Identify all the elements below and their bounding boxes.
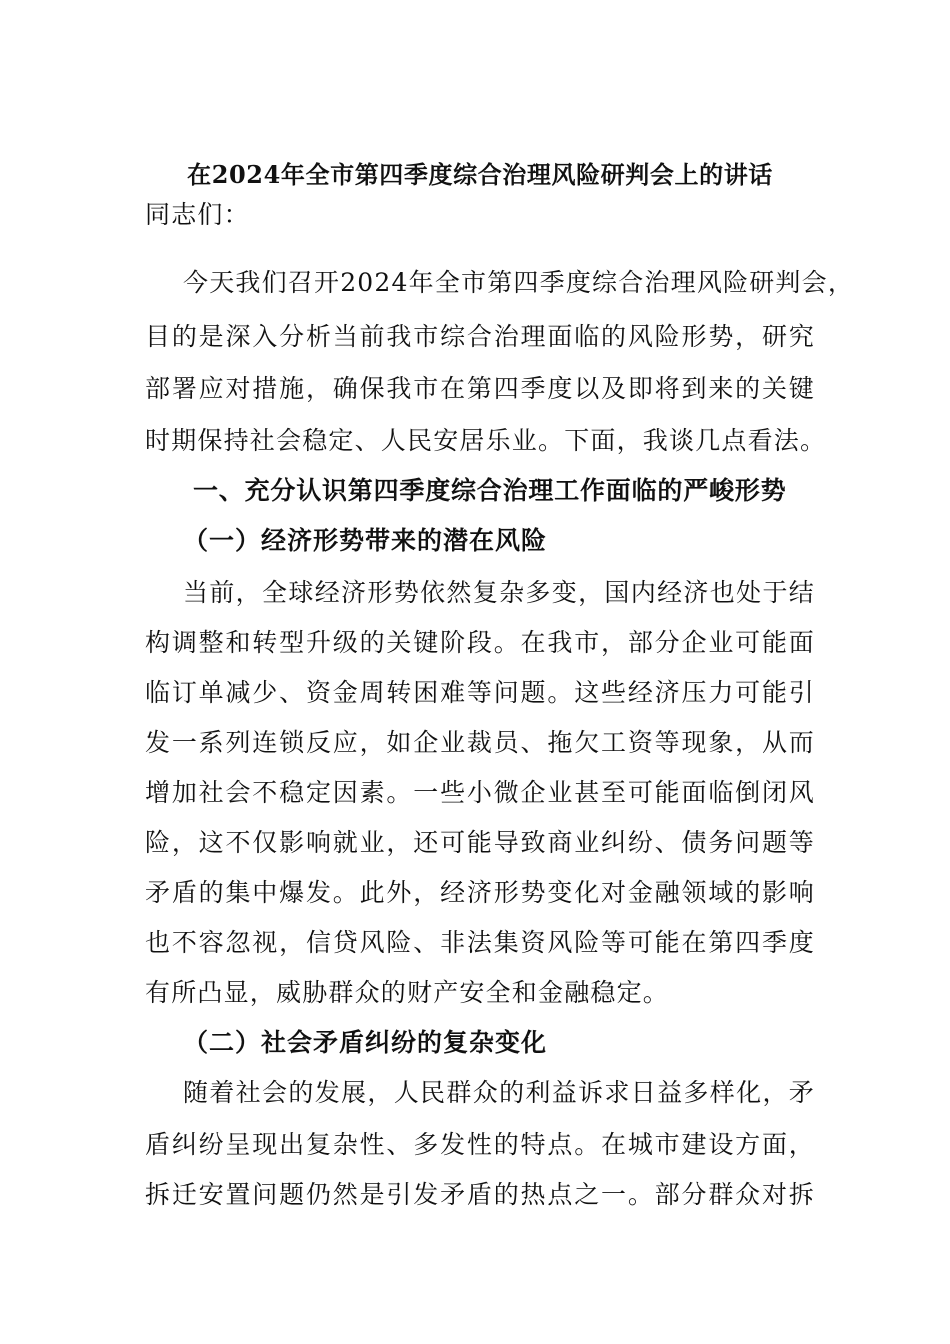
sub2-line-3: 拆迁安置问题仍然是引发矛盾的热点之一。部分群众对拆: [145, 1180, 815, 1209]
sub2-line-2: 盾纠纷呈现出复杂性、多发性的特点。在城市建设方面，: [145, 1130, 815, 1159]
intro-line-3: 部署应对措施，确保我市在第四季度以及即将到来的关键: [145, 374, 815, 403]
subsection-2-heading: （二）社会矛盾纠纷的复杂变化: [183, 1028, 548, 1057]
salutation: 同志们：: [145, 200, 250, 229]
sub1-line-4: 发一系列连锁反应，如企业裁员、拖欠工资等现象，从而: [145, 728, 815, 757]
sub1-line-5: 增加社会不稳定因素。一些小微企业甚至可能面临倒闭风: [145, 778, 815, 807]
section-1-heading: 一、充分认识第四季度综合治理工作面临的严峻形势: [193, 476, 787, 505]
sub1-line-9: 有所凸显，威胁群众的财产安全和金融稳定。: [145, 978, 670, 1007]
sub1-line-1: 当前，全球经济形势依然复杂多变，国内经济也处于结: [183, 578, 815, 607]
sub1-line-2: 构调整和转型升级的关键阶段。在我市，部分企业可能面: [145, 628, 815, 657]
intro-line-2: 目的是深入分析当前我市综合治理面临的风险形势，研究: [145, 322, 815, 351]
document-title: 在2024年全市第四季度综合治理风险研判会上的讲话: [187, 160, 773, 189]
intro-line-4: 时期保持社会稳定、人民安居乐业。下面，我谈几点看法。: [145, 426, 827, 455]
intro-line-1: 今天我们召开2024年全市第四季度综合治理风险研判会，: [183, 268, 855, 297]
sub1-line-7: 矛盾的集中爆发。此外，经济形势变化对金融领域的影响: [145, 878, 815, 907]
sub1-line-3: 临订单减少、资金周转困难等问题。这些经济压力可能引: [145, 678, 815, 707]
sub1-line-8: 也不容忽视，信贷风险、非法集资风险等可能在第四季度: [145, 928, 815, 957]
sub2-line-1: 随着社会的发展，人民群众的利益诉求日益多样化，矛: [183, 1078, 815, 1107]
sub1-line-6: 险，这不仅影响就业，还可能导致商业纠纷、债务问题等: [145, 828, 815, 857]
subsection-1-heading: （一）经济形势带来的潜在风险: [183, 526, 548, 555]
